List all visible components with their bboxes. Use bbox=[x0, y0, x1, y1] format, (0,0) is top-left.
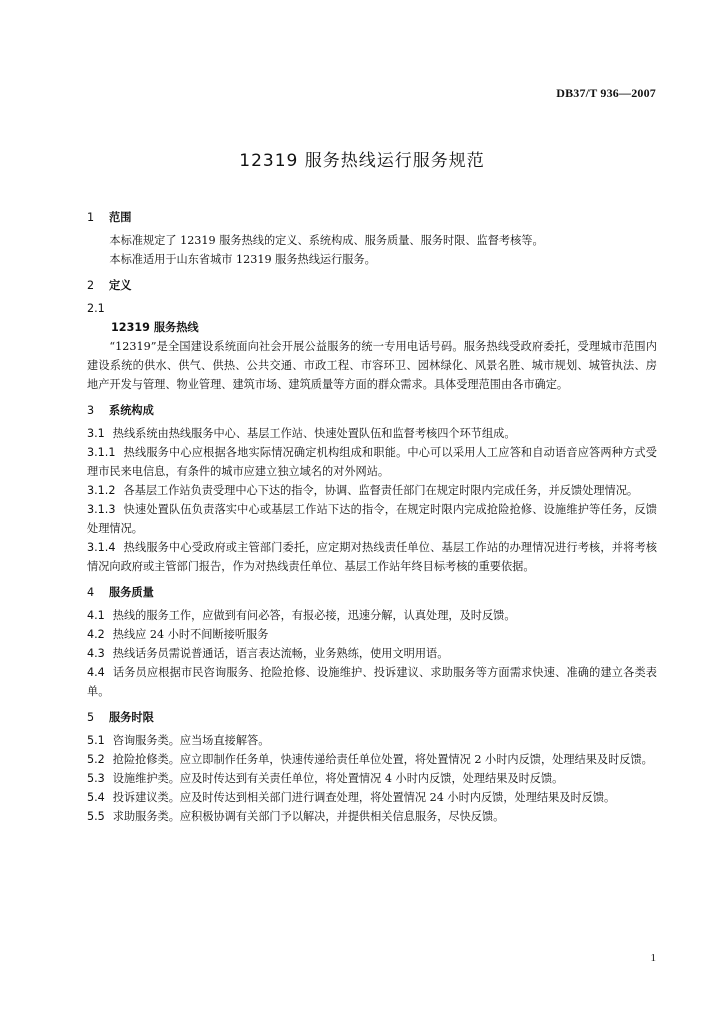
paragraph: 本标准适用于山东省城市 12319 服务热线运行服务。 bbox=[109, 253, 376, 266]
page-number: 1 bbox=[650, 952, 656, 964]
section-heading-1: 1 范围 bbox=[87, 211, 132, 224]
clause: 3.1.3 快速处置队伍负责落实中心或基层工作站下达的指令，在规定时限内完成抢险抢修、设施维护等任务，反馈处理情况。 bbox=[87, 503, 657, 535]
paragraph: 本标准规定了 12319 服务热线的定义、系统构成、服务质量、服务时限、监督考核等。 bbox=[109, 234, 544, 247]
clause: 3.1.1 热线服务中心应根据各地实际情况确定机构组成和职能。中心可以采用人工应答和自动语音应答两种方式受理市民来电信息，有条件的城市应建立独立域名的对外网站。 bbox=[87, 446, 657, 478]
clause: 4.1 热线的服务工作，应做到有问必答，有报必接，迅速分解，认真处理，及时反馈。 bbox=[87, 609, 516, 622]
section-heading-5: 5 服务时限 bbox=[87, 711, 154, 724]
term-definition: “12319”是全国建设系统面向社会开展公益服务的统一专用电话号码。服务热线受政府委托，受理城市范围内建设系统的供水、供气、供热、公共交通、市政工程、市容环卫、园林绿化、风景名胜、城市规划、城管执法、房地产开发与管理、物业管理、建筑市场、建筑质量等方面的群众需求。具体受理范围由各市确定。 bbox=[87, 340, 657, 391]
clause: 4.4 话务员应根据市民咨询服务、抢险抢修、设施维护、投诉建议、求助服务等方面需求快速、准确的建立各类表单。 bbox=[87, 666, 657, 698]
clause: 5.2 抢险抢修类。应立即制作任务单，快速传递给责任单位处置，将处置情况 2 小时内反馈，处理结果及时反馈。 bbox=[87, 753, 653, 766]
clause-number: 2.1 bbox=[87, 302, 105, 315]
document-body bbox=[87, 208, 657, 826]
section-heading-4: 4 服务质量 bbox=[87, 586, 154, 599]
clause: 5.3 设施维护类。应及时传达到有关责任单位，将处置情况 4 小时内反馈，处理结果及时反馈。 bbox=[87, 772, 564, 785]
clause: 4.3 热线话务员需说普通话，语言表达流畅，业务熟练，使用文明用语。 bbox=[87, 647, 449, 660]
clause: 5.1 咨询服务类。应当场直接解答。 bbox=[87, 734, 270, 747]
document-title: 12319 服务热线运行服务规范 bbox=[239, 151, 485, 171]
clause: 3.1.2 各基层工作站负责受理中心下达的指令，协调、监督责任部门在规定时限内完成任务，并反馈处理情况。 bbox=[87, 484, 639, 497]
standard-code: DB37/T 936—2007 bbox=[556, 86, 656, 100]
clause: 5.5 求助服务类。应积极协调有关部门予以解决，并提供相关信息服务，尽快反馈。 bbox=[87, 810, 505, 823]
section-heading-3: 3 系统构成 bbox=[87, 404, 154, 417]
section-heading-2: 2 定义 bbox=[87, 279, 132, 292]
term-name: 12319 服务热线 bbox=[111, 321, 199, 334]
clause: 3.1 热线系统由热线服务中心、基层工作站、快速处置队伍和监督考核四个环节组成。 bbox=[87, 427, 516, 440]
clause: 5.4 投诉建议类。应及时传达到相关部门进行调查处理，将处置情况 24 小时内反馈，处理结果及时反馈。 bbox=[87, 791, 616, 804]
clause: 3.1.4 热线服务中心受政府或主管部门委托，应定期对热线责任单位、基层工作站的办理情况进行考核，并将考核情况向政府或主管部门报告，作为对热线责任单位、基层工作站年终目标考核的重要依据。 bbox=[87, 541, 657, 573]
clause: 4.2 热线应 24 小时不间断接听服务 bbox=[87, 628, 269, 641]
